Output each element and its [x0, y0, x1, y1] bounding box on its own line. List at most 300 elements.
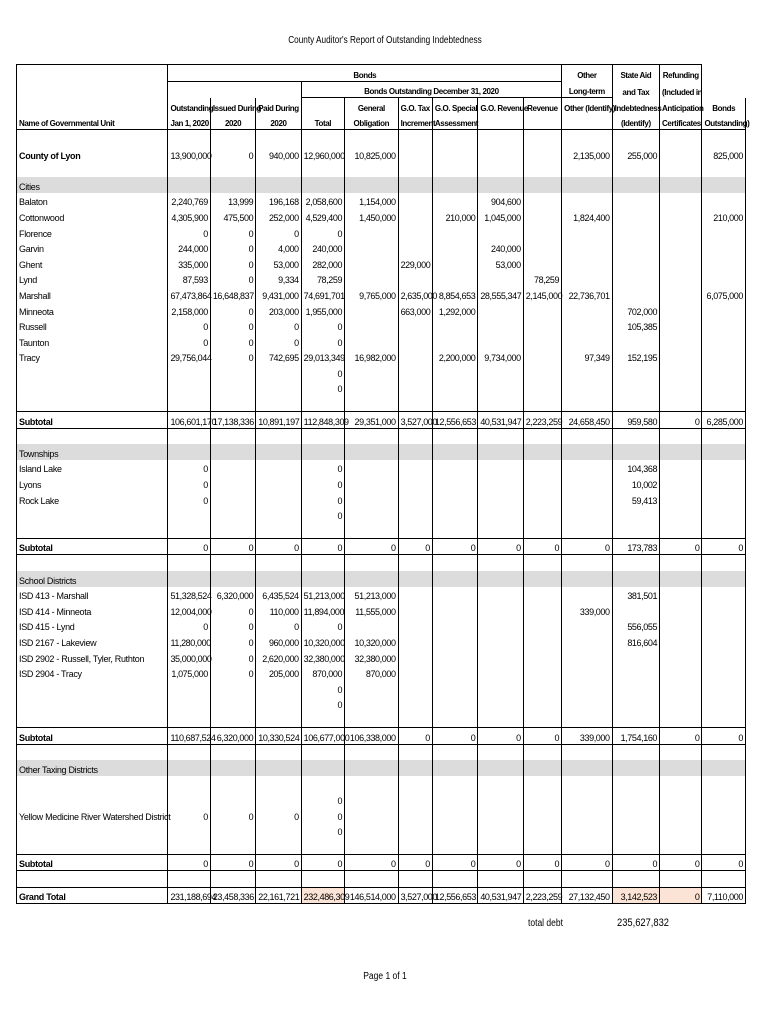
- value-cell: [523, 665, 561, 681]
- value-cell: [523, 838, 561, 854]
- total-header: Total: [301, 114, 344, 130]
- table-row: [17, 507, 746, 523]
- header-row-1: [17, 65, 746, 82]
- value-cell: 0: [612, 854, 659, 871]
- value-cell: [660, 649, 702, 665]
- value-cell: 1,045,000: [478, 208, 523, 224]
- value-cell: 16,648,837: [210, 286, 255, 302]
- value-cell: [432, 162, 477, 178]
- outstanding-header-2: Jan 1, 2020: [168, 114, 210, 130]
- value-cell: [612, 602, 659, 618]
- state-aid-header-1: State Aid: [612, 65, 659, 82]
- other-longterm-header-3: Indebtedness: [612, 98, 659, 114]
- value-cell: [660, 680, 702, 696]
- value-cell: [432, 711, 477, 727]
- name-header: Name of Governmental Unit: [17, 114, 168, 130]
- value-cell: 9,431,000: [256, 286, 301, 302]
- value-cell: 2,223,259: [523, 887, 561, 904]
- value-cell: [702, 224, 746, 240]
- unit-name: ISD 2904 - Tracy: [17, 665, 168, 681]
- value-cell: 0: [301, 696, 344, 712]
- value-cell: [612, 364, 659, 380]
- value-cell: 0: [210, 333, 255, 349]
- value-cell: [523, 871, 561, 888]
- value-cell: 0: [210, 349, 255, 365]
- value-cell: 27,132,450: [562, 887, 612, 904]
- value-cell: [210, 177, 255, 193]
- value-cell: [523, 760, 561, 776]
- value-cell: 67,473,864: [168, 286, 210, 302]
- unit-name: [17, 130, 168, 146]
- total-debt-label: total debt: [528, 918, 563, 929]
- value-cell: 35,000,000: [168, 649, 210, 665]
- value-cell: [702, 364, 746, 380]
- unit-name: [17, 507, 168, 523]
- value-cell: [398, 649, 432, 665]
- unit-name: [17, 395, 168, 411]
- subtotal-row: [17, 727, 746, 744]
- unit-name: Subtotal: [17, 412, 168, 429]
- value-cell: 1,754,160: [612, 727, 659, 744]
- value-cell: [168, 791, 210, 807]
- value-cell: [612, 177, 659, 193]
- value-cell: [210, 776, 255, 792]
- value-cell: [523, 224, 561, 240]
- value-cell: [345, 318, 399, 334]
- value-cell: 282,000: [301, 255, 344, 271]
- unit-name: [17, 522, 168, 538]
- value-cell: [256, 395, 301, 411]
- value-cell: [398, 475, 432, 491]
- value-cell: [660, 491, 702, 507]
- value-cell: 0: [702, 538, 746, 555]
- value-cell: [168, 696, 210, 712]
- value-cell: [168, 522, 210, 538]
- refunding-header-4: Outstanding): [702, 114, 746, 130]
- value-cell: [168, 428, 210, 444]
- value-cell: [168, 395, 210, 411]
- value-cell: [612, 555, 659, 571]
- value-cell: [660, 193, 702, 209]
- value-cell: [612, 271, 659, 287]
- value-cell: [660, 286, 702, 302]
- value-cell: [256, 838, 301, 854]
- value-cell: [702, 602, 746, 618]
- value-cell: [478, 823, 523, 839]
- value-cell: 210,000: [702, 208, 746, 224]
- value-cell: [612, 208, 659, 224]
- value-cell: 940,000: [256, 146, 301, 162]
- value-cell: [562, 507, 612, 523]
- unit-name: ISD 414 - Minneota: [17, 602, 168, 618]
- value-cell: [345, 364, 399, 380]
- value-cell: 10,320,000: [345, 633, 399, 649]
- value-cell: [210, 444, 255, 460]
- value-cell: [562, 255, 612, 271]
- value-cell: [562, 744, 612, 760]
- value-cell: [256, 444, 301, 460]
- value-cell: 0: [210, 271, 255, 287]
- value-cell: 0: [210, 665, 255, 681]
- revenue-header: Revenue: [523, 98, 561, 114]
- value-cell: [345, 333, 399, 349]
- value-cell: 6,320,000: [210, 587, 255, 603]
- value-cell: [398, 633, 432, 649]
- value-cell: [398, 744, 432, 760]
- value-cell: [523, 571, 561, 587]
- paid-header-2: 2020: [256, 114, 301, 130]
- value-cell: [702, 807, 746, 823]
- value-cell: [301, 130, 344, 146]
- value-cell: [398, 240, 432, 256]
- value-cell: 0: [210, 807, 255, 823]
- unit-name: Garvin: [17, 240, 168, 256]
- value-cell: [301, 871, 344, 888]
- value-cell: [345, 760, 399, 776]
- value-cell: [478, 711, 523, 727]
- section-label: Townships: [17, 444, 168, 460]
- value-cell: 0: [702, 727, 746, 744]
- value-cell: [523, 162, 561, 178]
- unit-name: [17, 871, 168, 888]
- value-cell: [612, 744, 659, 760]
- value-cell: [345, 224, 399, 240]
- value-cell: [210, 760, 255, 776]
- header-row-2: [17, 81, 746, 98]
- value-cell: 229,000: [398, 255, 432, 271]
- header-row-3: [17, 98, 746, 114]
- value-cell: 10,320,000: [301, 633, 344, 649]
- unit-name: Balaton: [17, 193, 168, 209]
- table-row: [17, 318, 746, 334]
- value-cell: 29,351,000: [345, 412, 399, 429]
- value-cell: 112,848,309: [301, 412, 344, 429]
- value-cell: 0: [168, 224, 210, 240]
- gorevenue-header: G.O. Revenue: [478, 98, 523, 114]
- value-cell: [398, 823, 432, 839]
- value-cell: [702, 349, 746, 365]
- table-row: [17, 807, 746, 823]
- value-cell: [432, 240, 477, 256]
- value-cell: 0: [168, 807, 210, 823]
- value-cell: [702, 177, 746, 193]
- value-cell: [660, 177, 702, 193]
- value-cell: [612, 395, 659, 411]
- value-cell: [702, 460, 746, 476]
- value-cell: [168, 871, 210, 888]
- bonds-outstanding-header: Bonds Outstanding December 31, 2020: [301, 81, 561, 98]
- value-cell: 240,000: [478, 240, 523, 256]
- value-cell: [660, 711, 702, 727]
- value-cell: 51,213,000: [345, 587, 399, 603]
- value-cell: [523, 618, 561, 634]
- value-cell: [168, 776, 210, 792]
- blank-row: [17, 555, 746, 571]
- value-cell: [478, 302, 523, 318]
- value-cell: [168, 507, 210, 523]
- gospecial-header-1: G.O. Special: [432, 98, 477, 114]
- value-cell: [612, 760, 659, 776]
- value-cell: [478, 776, 523, 792]
- value-cell: 2,135,000: [562, 146, 612, 162]
- value-cell: 0: [301, 823, 344, 839]
- value-cell: [210, 838, 255, 854]
- value-cell: [432, 318, 477, 334]
- value-cell: [702, 711, 746, 727]
- value-cell: 17,138,336: [210, 412, 255, 429]
- value-cell: 959,580: [612, 412, 659, 429]
- blank-row: [17, 744, 746, 760]
- value-cell: 8,854,653: [432, 286, 477, 302]
- value-cell: [562, 587, 612, 603]
- value-cell: [345, 255, 399, 271]
- value-cell: [562, 665, 612, 681]
- value-cell: [523, 522, 561, 538]
- unit-name: Taunton: [17, 333, 168, 349]
- value-cell: [702, 255, 746, 271]
- value-cell: 0: [562, 538, 612, 555]
- value-cell: [523, 333, 561, 349]
- value-cell: [432, 823, 477, 839]
- unit-name: Subtotal: [17, 727, 168, 744]
- value-cell: [301, 760, 344, 776]
- value-cell: 0: [345, 854, 399, 871]
- value-cell: 10,002: [612, 475, 659, 491]
- value-cell: 663,000: [398, 302, 432, 318]
- value-cell: 9,734,000: [478, 349, 523, 365]
- value-cell: 0: [168, 460, 210, 476]
- table-row: [17, 618, 746, 634]
- value-cell: 6,435,524: [256, 587, 301, 603]
- value-cell: 28,555,347: [478, 286, 523, 302]
- value-cell: [702, 680, 746, 696]
- value-cell: 78,259: [301, 271, 344, 287]
- value-cell: [523, 602, 561, 618]
- value-cell: 255,000: [612, 146, 659, 162]
- table-row: [17, 633, 746, 649]
- table-row: [17, 680, 746, 696]
- value-cell: 0: [168, 318, 210, 334]
- table-row: [17, 491, 746, 507]
- value-cell: [345, 744, 399, 760]
- gotax-header-1: G.O. Tax: [398, 98, 432, 114]
- paid-header-1: Paid During: [256, 98, 301, 114]
- value-cell: [562, 823, 612, 839]
- value-cell: [478, 871, 523, 888]
- value-cell: [702, 744, 746, 760]
- unit-name: [17, 428, 168, 444]
- value-cell: [345, 460, 399, 476]
- value-cell: [523, 823, 561, 839]
- value-cell: [345, 475, 399, 491]
- value-cell: [345, 177, 399, 193]
- value-cell: [345, 776, 399, 792]
- total-debt-value: 235,627,832: [617, 917, 669, 929]
- value-cell: [398, 711, 432, 727]
- value-cell: [345, 444, 399, 460]
- value-cell: [398, 571, 432, 587]
- unit-name: [17, 696, 168, 712]
- unit-name: [17, 711, 168, 727]
- value-cell: [398, 665, 432, 681]
- value-cell: [301, 444, 344, 460]
- value-cell: [432, 791, 477, 807]
- value-cell: [562, 776, 612, 792]
- value-cell: 13,900,000: [168, 146, 210, 162]
- value-cell: [702, 380, 746, 396]
- blank-row: [17, 522, 746, 538]
- value-cell: 110,687,524: [168, 727, 210, 744]
- value-cell: [210, 130, 255, 146]
- value-cell: [398, 364, 432, 380]
- value-cell: [210, 364, 255, 380]
- value-cell: [478, 807, 523, 823]
- value-cell: [660, 475, 702, 491]
- value-cell: [398, 130, 432, 146]
- value-cell: 59,413: [612, 491, 659, 507]
- unit-name: [17, 380, 168, 396]
- value-cell: [562, 633, 612, 649]
- value-cell: 0: [478, 538, 523, 555]
- value-cell: [660, 823, 702, 839]
- value-cell: [702, 395, 746, 411]
- value-cell: [398, 208, 432, 224]
- value-cell: 205,000: [256, 665, 301, 681]
- value-cell: 104,368: [612, 460, 659, 476]
- unit-name: ISD 413 - Marshall: [17, 587, 168, 603]
- value-cell: 152,195: [612, 349, 659, 365]
- value-cell: 816,604: [612, 633, 659, 649]
- value-cell: [301, 744, 344, 760]
- value-cell: [432, 744, 477, 760]
- general-header-1: General: [345, 98, 399, 114]
- table-row: [17, 333, 746, 349]
- value-cell: [345, 428, 399, 444]
- value-cell: [523, 460, 561, 476]
- value-cell: 40,531,947: [478, 887, 523, 904]
- value-cell: [660, 555, 702, 571]
- value-cell: [210, 791, 255, 807]
- value-cell: [702, 240, 746, 256]
- value-cell: [256, 130, 301, 146]
- table-row: [17, 649, 746, 665]
- value-cell: [398, 318, 432, 334]
- value-cell: [562, 555, 612, 571]
- table-row: [17, 587, 746, 603]
- unit-name: [17, 744, 168, 760]
- value-cell: [256, 823, 301, 839]
- value-cell: [398, 444, 432, 460]
- value-cell: [612, 130, 659, 146]
- value-cell: 0: [256, 618, 301, 634]
- value-cell: [660, 618, 702, 634]
- value-cell: 0: [432, 854, 477, 871]
- value-cell: [432, 460, 477, 476]
- value-cell: [168, 177, 210, 193]
- value-cell: 742,695: [256, 349, 301, 365]
- value-cell: [562, 318, 612, 334]
- value-cell: [702, 633, 746, 649]
- unit-name: Russell: [17, 318, 168, 334]
- value-cell: [660, 587, 702, 603]
- value-cell: [478, 333, 523, 349]
- value-cell: 0: [210, 854, 255, 871]
- value-cell: [301, 522, 344, 538]
- value-cell: 51,213,000: [301, 587, 344, 603]
- value-cell: [702, 571, 746, 587]
- table-row: [17, 302, 746, 318]
- value-cell: 1,154,000: [345, 193, 399, 209]
- value-cell: [612, 791, 659, 807]
- value-cell: 2,058,600: [301, 193, 344, 209]
- value-cell: [256, 680, 301, 696]
- value-cell: [702, 428, 746, 444]
- value-cell: 40,531,947: [478, 412, 523, 429]
- value-cell: 0: [210, 602, 255, 618]
- value-cell: [398, 395, 432, 411]
- value-cell: [256, 791, 301, 807]
- value-cell: [562, 791, 612, 807]
- table-row: [17, 146, 746, 162]
- unit-name: Minneota: [17, 302, 168, 318]
- value-cell: [478, 380, 523, 396]
- value-cell: 0: [660, 887, 702, 904]
- value-cell: [612, 696, 659, 712]
- value-cell: [702, 130, 746, 146]
- value-cell: [432, 571, 477, 587]
- value-cell: 74,691,701: [301, 286, 344, 302]
- grand-total-row: [17, 887, 746, 904]
- value-cell: [702, 823, 746, 839]
- issued-header-1: Issued During: [210, 98, 255, 114]
- state-aid-header-2: and Tax: [612, 81, 659, 98]
- value-cell: [345, 271, 399, 287]
- value-cell: [398, 838, 432, 854]
- value-cell: 0: [432, 538, 477, 555]
- unit-name: ISD 2902 - Russell, Tyler, Ruthton: [17, 649, 168, 665]
- value-cell: 32,380,000: [301, 649, 344, 665]
- value-cell: [398, 587, 432, 603]
- value-cell: [660, 271, 702, 287]
- value-cell: 97,349: [562, 349, 612, 365]
- gotax-header-2: Increment: [398, 114, 432, 130]
- value-cell: [612, 333, 659, 349]
- unit-name: [17, 364, 168, 380]
- value-cell: [562, 618, 612, 634]
- table-row: [17, 255, 746, 271]
- value-cell: 0: [660, 412, 702, 429]
- unit-name: Cottonwood: [17, 208, 168, 224]
- section-label: School Districts: [17, 571, 168, 587]
- value-cell: 10,891,197: [256, 412, 301, 429]
- value-cell: [210, 823, 255, 839]
- table-row: [17, 224, 746, 240]
- value-cell: [562, 649, 612, 665]
- unit-name: Lynd: [17, 271, 168, 287]
- value-cell: [612, 286, 659, 302]
- value-cell: [398, 760, 432, 776]
- value-cell: [398, 380, 432, 396]
- value-cell: [523, 177, 561, 193]
- value-cell: [398, 680, 432, 696]
- value-cell: [345, 507, 399, 523]
- value-cell: 12,004,000: [168, 602, 210, 618]
- value-cell: [562, 807, 612, 823]
- value-cell: 2,200,000: [432, 349, 477, 365]
- value-cell: 2,240,769: [168, 193, 210, 209]
- value-cell: [256, 460, 301, 476]
- value-cell: [702, 491, 746, 507]
